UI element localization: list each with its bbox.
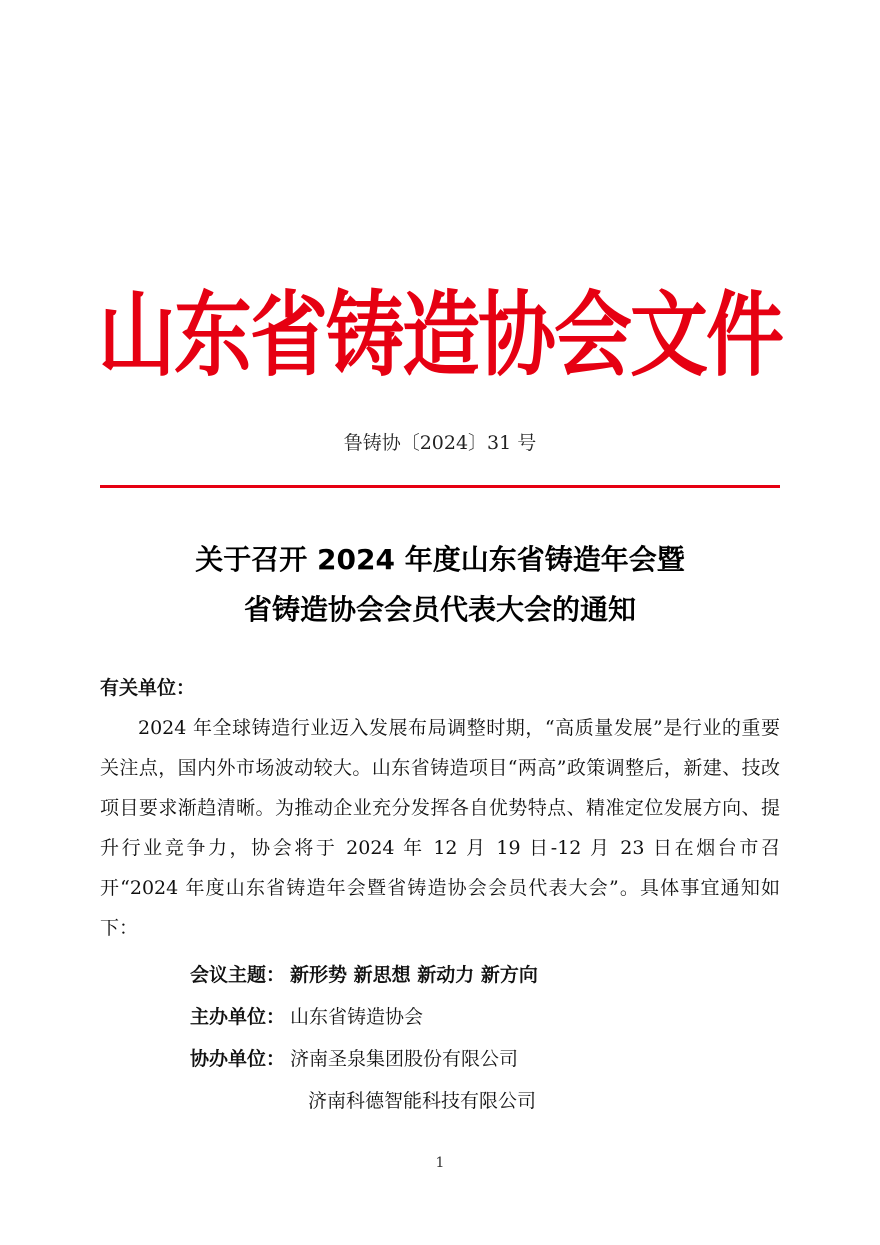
document-number: 鲁铸协〔2024〕31 号 bbox=[343, 432, 537, 454]
notice-body bbox=[100, 668, 780, 1122]
meeting-details bbox=[100, 954, 780, 1122]
page-number: 1 bbox=[435, 1155, 445, 1171]
notice-title-line-1: 关于召开 2024 年度山东省铸造年会暨 bbox=[195, 543, 685, 576]
co-organizer-value: 济南圣泉集团股份有限公司 bbox=[290, 1048, 519, 1070]
co-organizer-row bbox=[100, 1038, 780, 1080]
host-organizer-value: 山东省铸造协会 bbox=[290, 1006, 424, 1028]
host-organizer-row bbox=[100, 996, 780, 1038]
body-paragraph: 2024 年全球铸造行业迈入发展布局调整时期，“高质量发展”是行业的重要关注点，国内外市场波动较大。山东省铸造项目“两高”政策调整后，新建、技改项目要求渐趋清晰。为推动企业充分发挥各自优势特点、精准定位发展方向、提升行业竞争力，协会将于 2024 年 12 月 19 日-12 月 23 日在烟台市召开“2024 年度山东省铸造年会暨省铸造协会会员代表大会”。具体事宜通知如下： bbox=[100, 717, 780, 939]
document-header-title: 山东省铸造协会文件 bbox=[97, 283, 782, 390]
notice-title-line-2: 省铸造协会会员代表大会的通知 bbox=[243, 593, 636, 626]
co-organizer-value: 济南科德智能科技有限公司 bbox=[308, 1090, 537, 1112]
red-divider-line bbox=[100, 485, 780, 488]
co-organizer-label: 协办单位： bbox=[190, 1048, 286, 1070]
meeting-theme-value: 新形势 新思想 新动力 新方向 bbox=[290, 964, 538, 986]
host-organizer-label: 主办单位： bbox=[190, 1006, 286, 1028]
meeting-theme-label: 会议主题： bbox=[190, 964, 286, 986]
co-organizer-row-2 bbox=[100, 1080, 780, 1122]
notice-title bbox=[100, 535, 780, 635]
salutation: 有关单位： bbox=[100, 677, 196, 699]
meeting-theme-row bbox=[100, 954, 780, 996]
